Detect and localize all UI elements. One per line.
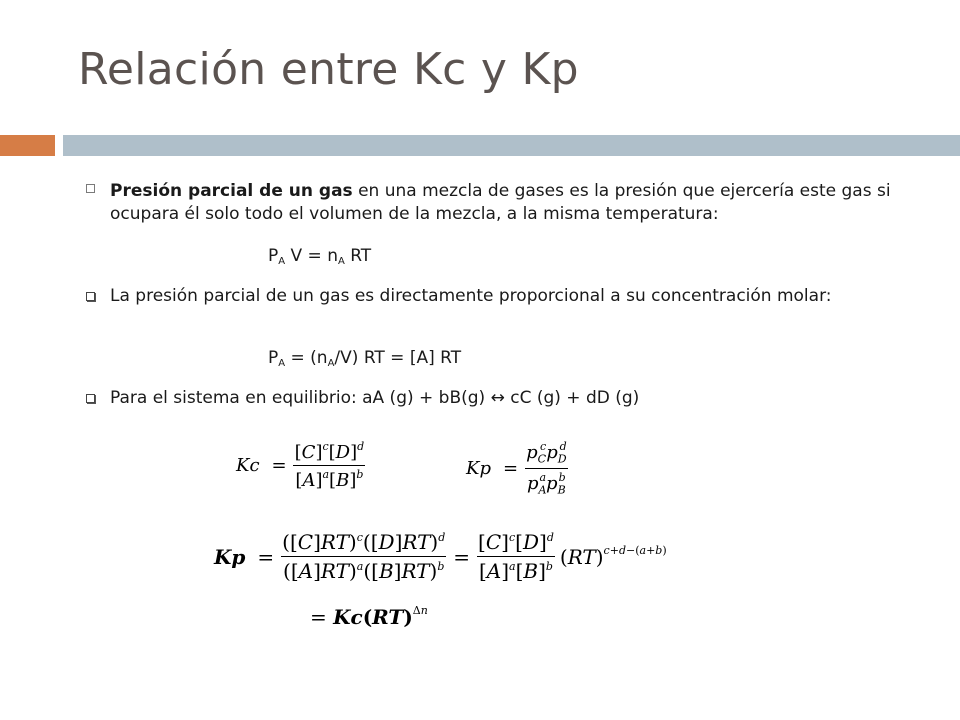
equation-concentration: $P_A = (n_A/V)$ RT = [A] RT [268, 348, 462, 369]
formula-kp: Kp = $\frac{p_C^cp_D^d}{p_A^ap_B^b}$ [466, 440, 567, 497]
bullet-1-bold: Presión parcial de un gas [110, 181, 353, 201]
formula-kc: Kc = $\frac{[C]^c[D]^d}{[A]^a[B]^b}$ [236, 440, 365, 491]
bullet-square-icon [86, 184, 95, 193]
bullet-2-text: La presión parcial de un gas es directamente proporcional a su concentración molar: [110, 286, 832, 306]
bullet-square-icon [86, 292, 95, 301]
bullet-square-icon [86, 394, 95, 403]
bullet-1-rest: en una mezcla de gases es la presión que ejercería este gas si ocupara él solo todo el volumen de la mezcla, a la misma temperatura: [110, 181, 891, 224]
bullet-1-text [110, 180, 900, 226]
slide-title: Relación entre Kc y Kp [78, 44, 579, 95]
equation-partial-pressure: $P_A$ $V = n_A$ RT [268, 246, 372, 267]
formula-kp-result: = Kc(RT)$^{\Delta n}$ [310, 604, 428, 629]
title-divider-bar [63, 135, 960, 156]
title-accent-bar [0, 135, 55, 156]
formula-kp-derivation: Kp = $\frac{([C]RT)^c([D]RT)^d}{([A]RT)^a([B]RT)^b}$ = $\frac{[C]^c[D]^d}{[A]^a[B]^b}$ (RT)$^{c+d-(a+b)}$ [214, 530, 667, 583]
bullet-3-text: Para el sistema en equilibrio: aA (g) + bB(g) ↔ cC (g) + dD (g) [110, 388, 640, 408]
